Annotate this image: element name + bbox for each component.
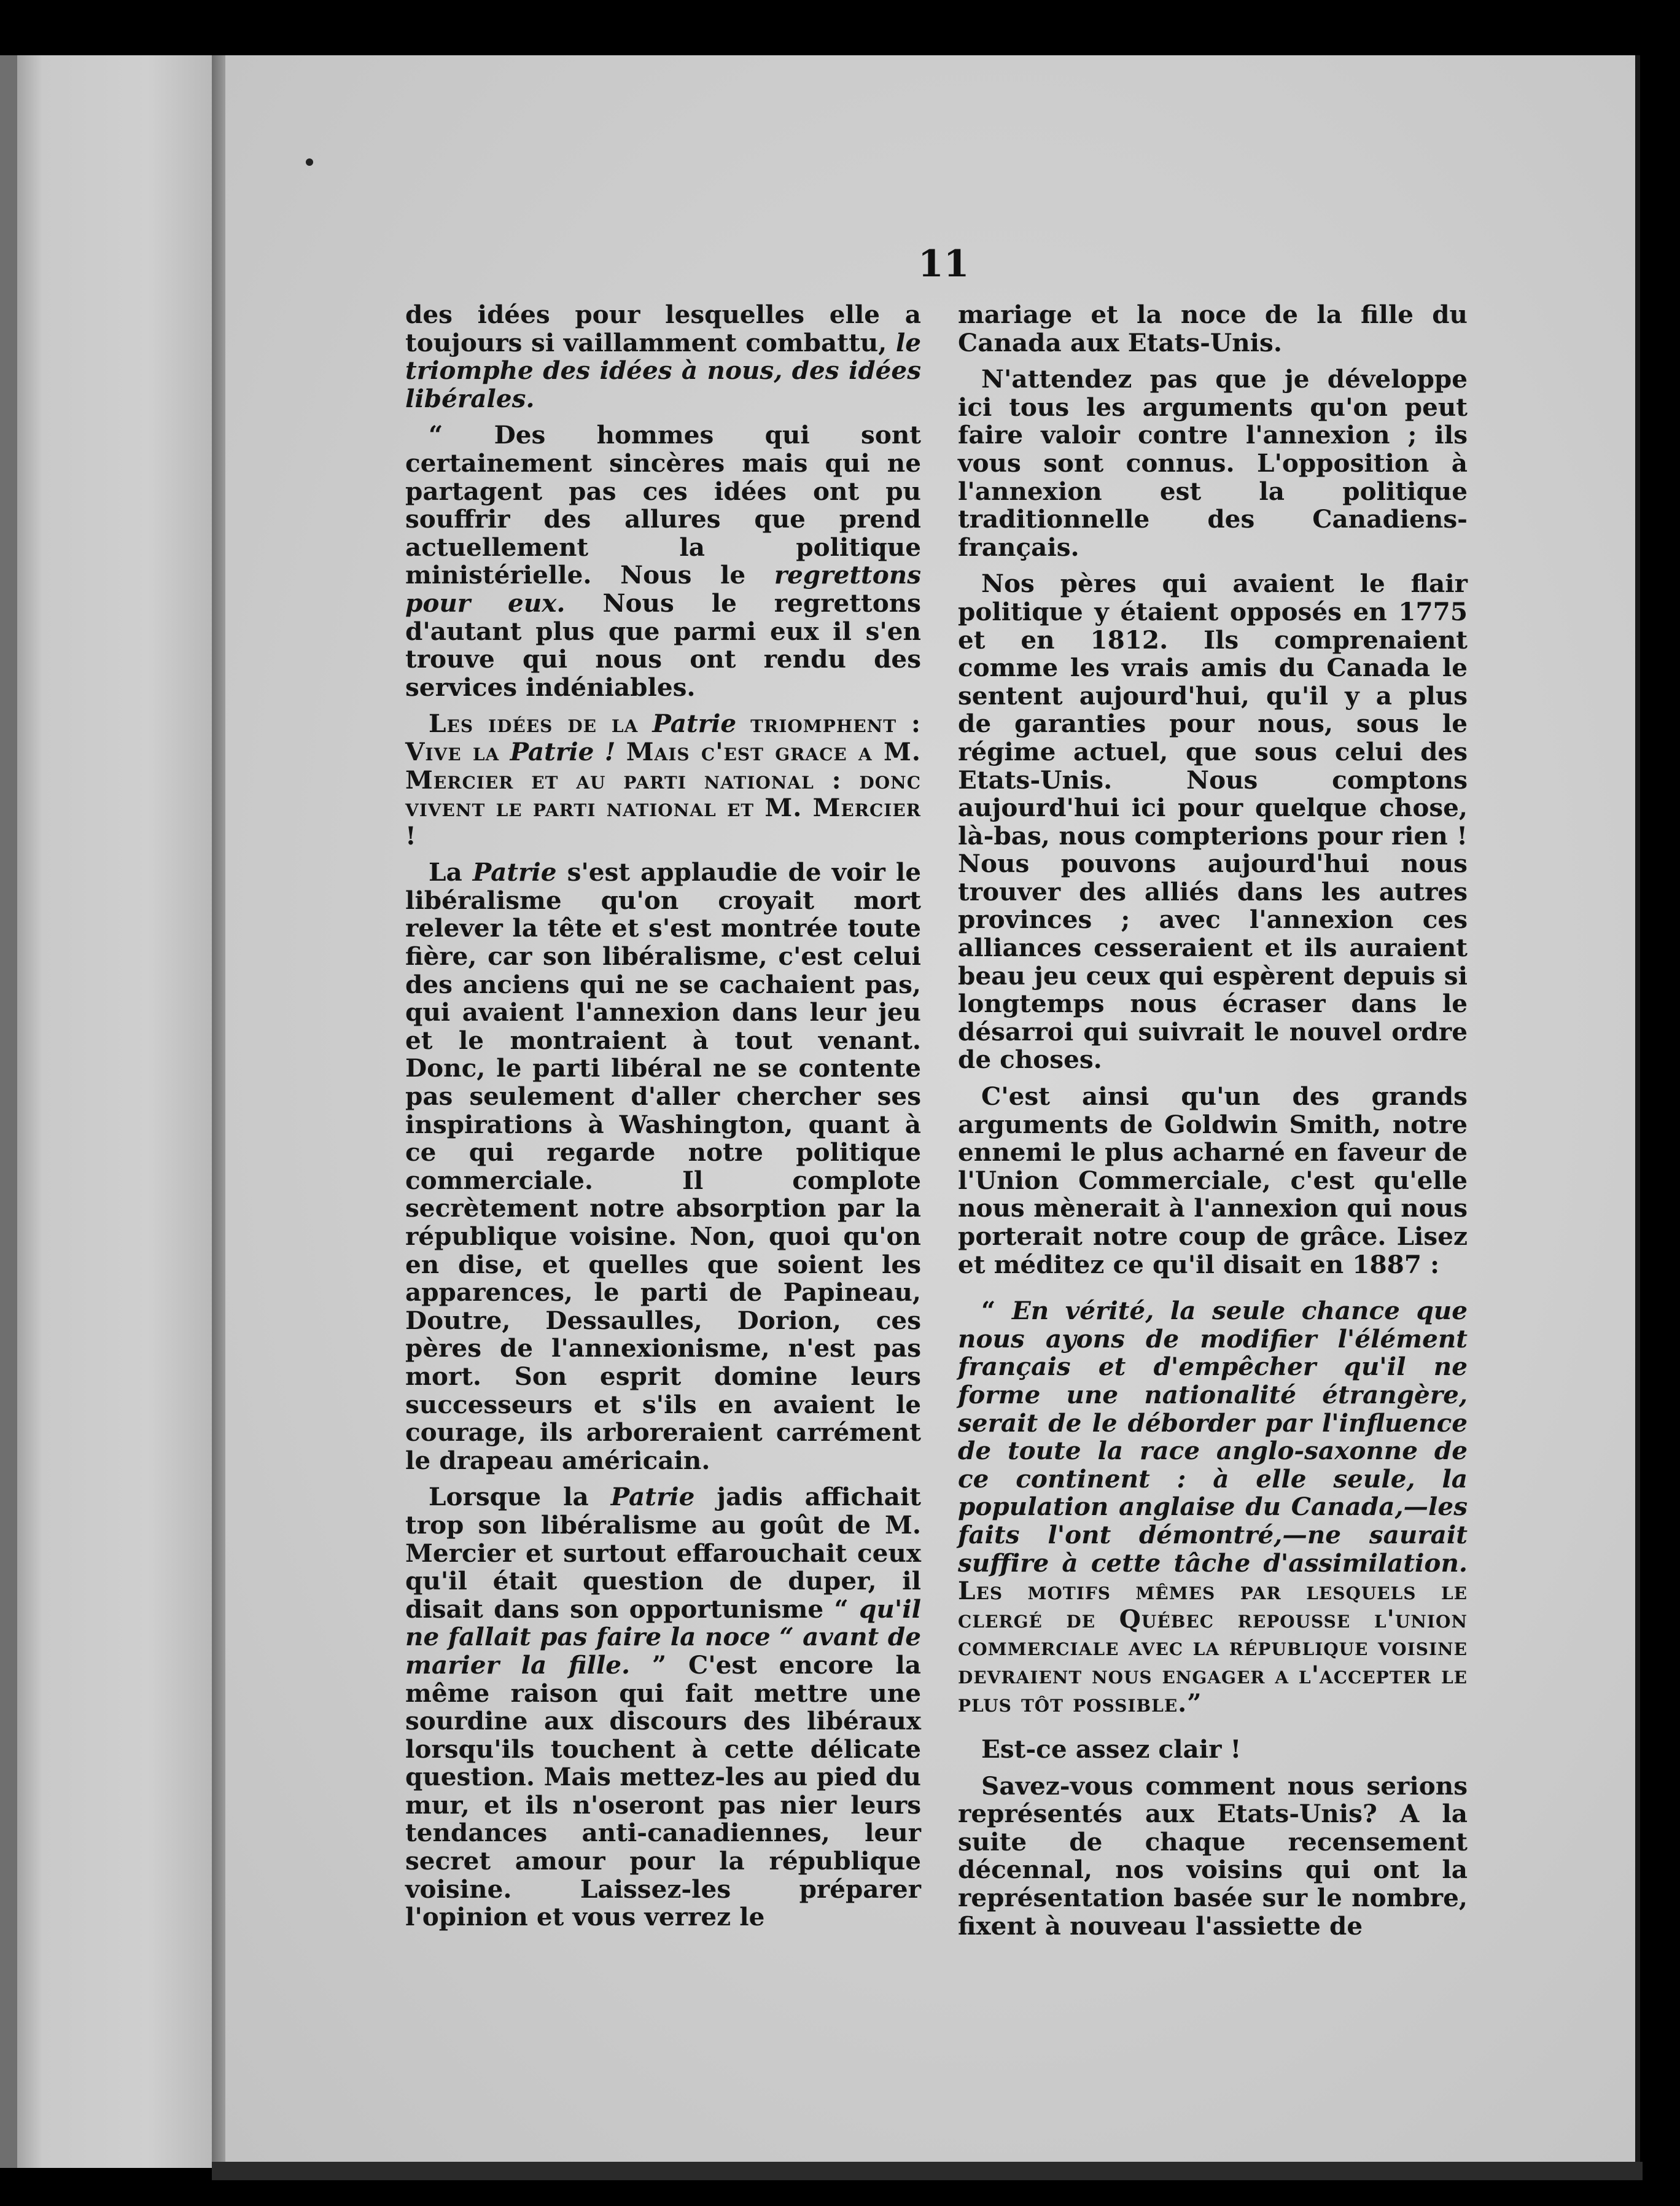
small-caps-text: Les motifs mêmes par lesquels le clergé de Québec repousse l'union commerciale avec la république voisine devraient nous engager a l'accepter le plus tôt possible.” (958, 1576, 1468, 1718)
italic-text: Patrie (610, 1482, 695, 1512)
paragraph (405, 710, 921, 850)
ink-speck (306, 158, 313, 166)
italic-text: Patrie (652, 709, 737, 739)
text-span: jadis affichait trop son libéralisme au goût de M. Mercier et surtout effarouchait ceux qu'il était question de duper, il disait dans son opportunisme “ (405, 1482, 921, 1624)
paragraph: Nos pères qui avaient le flair politique y étaient opposés en 1775 et en 1812. Ils comprenaient comme les vrais amis du Canada le sentent aujourd'hui, qu'il y a plus de garanties pour nous, sous le régime actuel, que sous celui des Etats-Unis. Nous comptons aujourd'hui ici pour quelque chose, là-bas, nous compterions pour rien ! Nous pouvons aujourd'hui nous trouver des alliés dans les autres provinces ; avec l'annexion ces alliances cesseraient et ils auraient beau jeu ceux qui espèrent depuis si longtemps nous écraser dans le désarroi qui suivrait le nouvel ordre de choses. (958, 569, 1468, 1075)
paragraph: Est-ce assez clair ! (981, 1734, 1242, 1764)
text-span: Nous le regrettons d'autant plus que parmi eux il s'en trouve qui nous ont rendu des services indéniables. (405, 588, 921, 702)
text-span: ” C'est encore la même raison qui fait mettre une sourdine aux discours des libéraux lorsqu'ils touchent à cette délicate question. Mais mettez-les au pied du mur, et ils n'oseront pas nier leurs tendances anti-canadiennes, leur secret amour pour la république voisine. Laissez-les préparer l'opinion et vous verrez le (405, 1650, 921, 1932)
small-caps-text: Les idées de la (429, 709, 639, 739)
small-caps-text: Mais c'est grace a M. Mercier et au parti national : donc vivent le parti national et M. Mercier ! (405, 736, 921, 851)
italic-text: Patrie ! (510, 736, 616, 766)
page-bottom-edge (212, 2162, 1643, 2180)
text-span: des idées pour lesquelles elle a toujours si vaillamment combattu, (405, 300, 921, 357)
page-margin-shadow (0, 55, 17, 2168)
italic-quote: En vérité, la seule chance que nous ayons de modifier l'élément français et d'empêcher qu'il ne forme une nationalité étrangère, serait de le déborder par l'influence de toute la race anglo-saxonne de ce continent : à elle seule, la population anglaise du Canada,—les faits l'ont démontré,—ne saurait suffire à cette tâche d'assimilation. (958, 1296, 1468, 1578)
quote-mark: “ (981, 1296, 996, 1326)
paragraph: C'est ainsi qu'un des grands arguments de Goldwin Smith, notre ennemi le plus acharné en faveur de l'Union Commerciale, c'est qu'elle nous mènerait à l'annexion qui nous porterait notre coup de grâce. Lisez et méditez ce qu'il disait en 1887 : (958, 1082, 1468, 1279)
italic-text: qu'il ne fallait pas faire la noce “ avant de marier la fille. (405, 1594, 921, 1680)
text-span: s'est applaudie de voir le libéralisme qu'on croyait mort relever la tête et s'est montrée toute fière, car son libéralisme, c'est celui des anciens qui ne se cachaient pas, qui avaient l'annexion dans leur jeu et le montraient à tout venant. Donc, le parti libéral ne se contente pas seulement d'aller chercher ses inspirations à Washington, quant à ce qui regarde notre politique commerciale. Il complote secrètement notre absorption par la république voisine. Non, quoi qu'on en dise, et quelles que soient les apparences, le parti de Papineau, Doutre, Dessaulles, Dorion, ces pères de l'annexionisme, n'est pas mort. Son esprit domine leurs successeurs et s'ils en avaient le courage, ils arboreraient carrément le drapeau américain. (405, 857, 921, 1475)
paragraph (405, 421, 921, 701)
right-text-column (958, 301, 1468, 1940)
block-quote (958, 1297, 1468, 1717)
text-span: “ Des hommes qui sont certainement sincères mais qui ne partagent pas ces idées ont pu souffrir des allures que prend actuellement la politique ministérielle. Nous le (405, 420, 921, 590)
left-text-column (405, 301, 921, 1931)
text-span: Lorsque la (429, 1482, 589, 1512)
text-span: La (429, 857, 462, 887)
paragraph: Savez-vous comment nous serions représentés aux Etats-Unis? A la suite de chaque recensement décennal, nos voisins qui ont la représentation basée sur le nombre, fixent à nouveau l'assiette de (958, 1771, 1468, 1941)
book-gutter (212, 55, 225, 2168)
previous-page-edge (0, 55, 212, 2168)
italic-text: le triomphe des idées à nous, des idées libérales. (405, 327, 922, 413)
paragraph: N'attendez pas que je développe ici tous les arguments qu'on peut faire valoir contre l'annexion ; ils vous sont connus. L'opposition à l'annexion est la politique traditionnelle des Canadiens-français. (958, 364, 1468, 562)
italic-text: Patrie (472, 857, 557, 887)
italic-text: regrettons pour eux. (405, 560, 922, 618)
small-caps-text: triomphent : Vive la (405, 709, 921, 766)
page-number: 11 (918, 243, 970, 286)
paragraph (405, 1483, 921, 1931)
paragraph (405, 859, 921, 1475)
paragraph (405, 301, 921, 413)
paragraph: mariage et la noce de la fille du Canada aux Etats-Unis. (958, 300, 1468, 357)
